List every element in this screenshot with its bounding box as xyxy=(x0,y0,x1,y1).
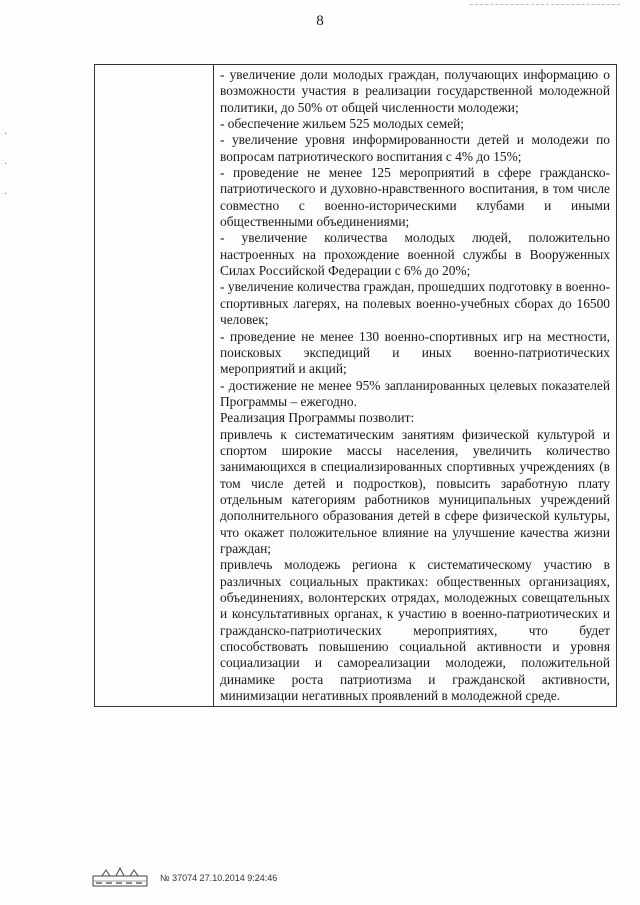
scan-margin-dots: · · · xyxy=(4,129,8,200)
document-table xyxy=(94,64,617,707)
content-paragraph: - увеличение количества граждан, прошедших подготовку в военно-спортивных лагерях, на полевых военно-учебных сборах до 16500 человек; xyxy=(220,279,610,328)
content-paragraph: привлечь к систематическим занятиям физической культурой и спортом широкие массы населения, увеличить количество занимающихся в специализированных спортивных учреждениях (в том числе детей и подростков), повысить заработную плату отдельным категориям работников муниципальных учреждений дополнительного образования детей в сфере физической культуры, что окажет положительное влияние на улучшение качества жизни граждан; xyxy=(220,426,610,556)
content-paragraph: привлечь молодежь региона к систематическому участию в различных социальных практиках: общественных организациях, объединениях, волонтерских отрядах, молодежных совещательных и консультативных органах, к участию в военно-патриотических и гражданско-патриотических мероприятиях, что будет способствовать повышению социальной активности и уровня социализации и самореализации молодежи, положительной динамике роста патриотизма и гражданской активности, минимизации негативных проявлений в молодежной среде. xyxy=(220,557,610,704)
content-paragraph: - проведение не менее 130 военно-спортивных игр на местности, поисковых экспедиций и иных военно-патриотических мероприятий и акций; xyxy=(220,328,610,377)
content-paragraph: - достижение не менее 95% запланированных целевых показателей Программы – ежегодно. xyxy=(220,377,610,409)
content-paragraph: - увеличение уровня информированности детей и молодежи по вопросам патриотического воспитания с 4% до 15%; xyxy=(220,132,610,164)
table-cell-content xyxy=(214,65,617,707)
content-paragraph: - проведение не менее 125 мероприятий в сфере гражданско-патриотического и духовно-нравственного воспитания, в том числе совместно с военно-историческими клубами и иными общественными объединениями; xyxy=(220,165,610,230)
footer xyxy=(92,867,452,889)
content-paragraph: - увеличение доли молодых граждан, получающих информацию о возможности участия в реализации государственной молодежной политики, до 50% от общей численности молодежи; xyxy=(220,67,610,115)
table-cell-left xyxy=(95,65,214,707)
scan-corner-marks xyxy=(470,4,620,11)
footer-doc-info: № 37074 27.10.2014 9:24:46 xyxy=(160,873,278,883)
content-paragraph: - увеличение количества молодых людей, положительно настроенных на прохождение военной службы в Вооруженных Силах Российской Федерации с 6% до 20%; xyxy=(220,230,610,279)
page-number: 8 xyxy=(316,13,324,29)
registry-stamp-icon xyxy=(92,867,148,887)
table-row xyxy=(95,65,617,707)
content-block xyxy=(214,65,616,706)
content-paragraph: - обеспечение жильем 525 молодых семей; xyxy=(220,116,465,132)
content-paragraph: Реализация Программы позволит: xyxy=(220,410,415,426)
